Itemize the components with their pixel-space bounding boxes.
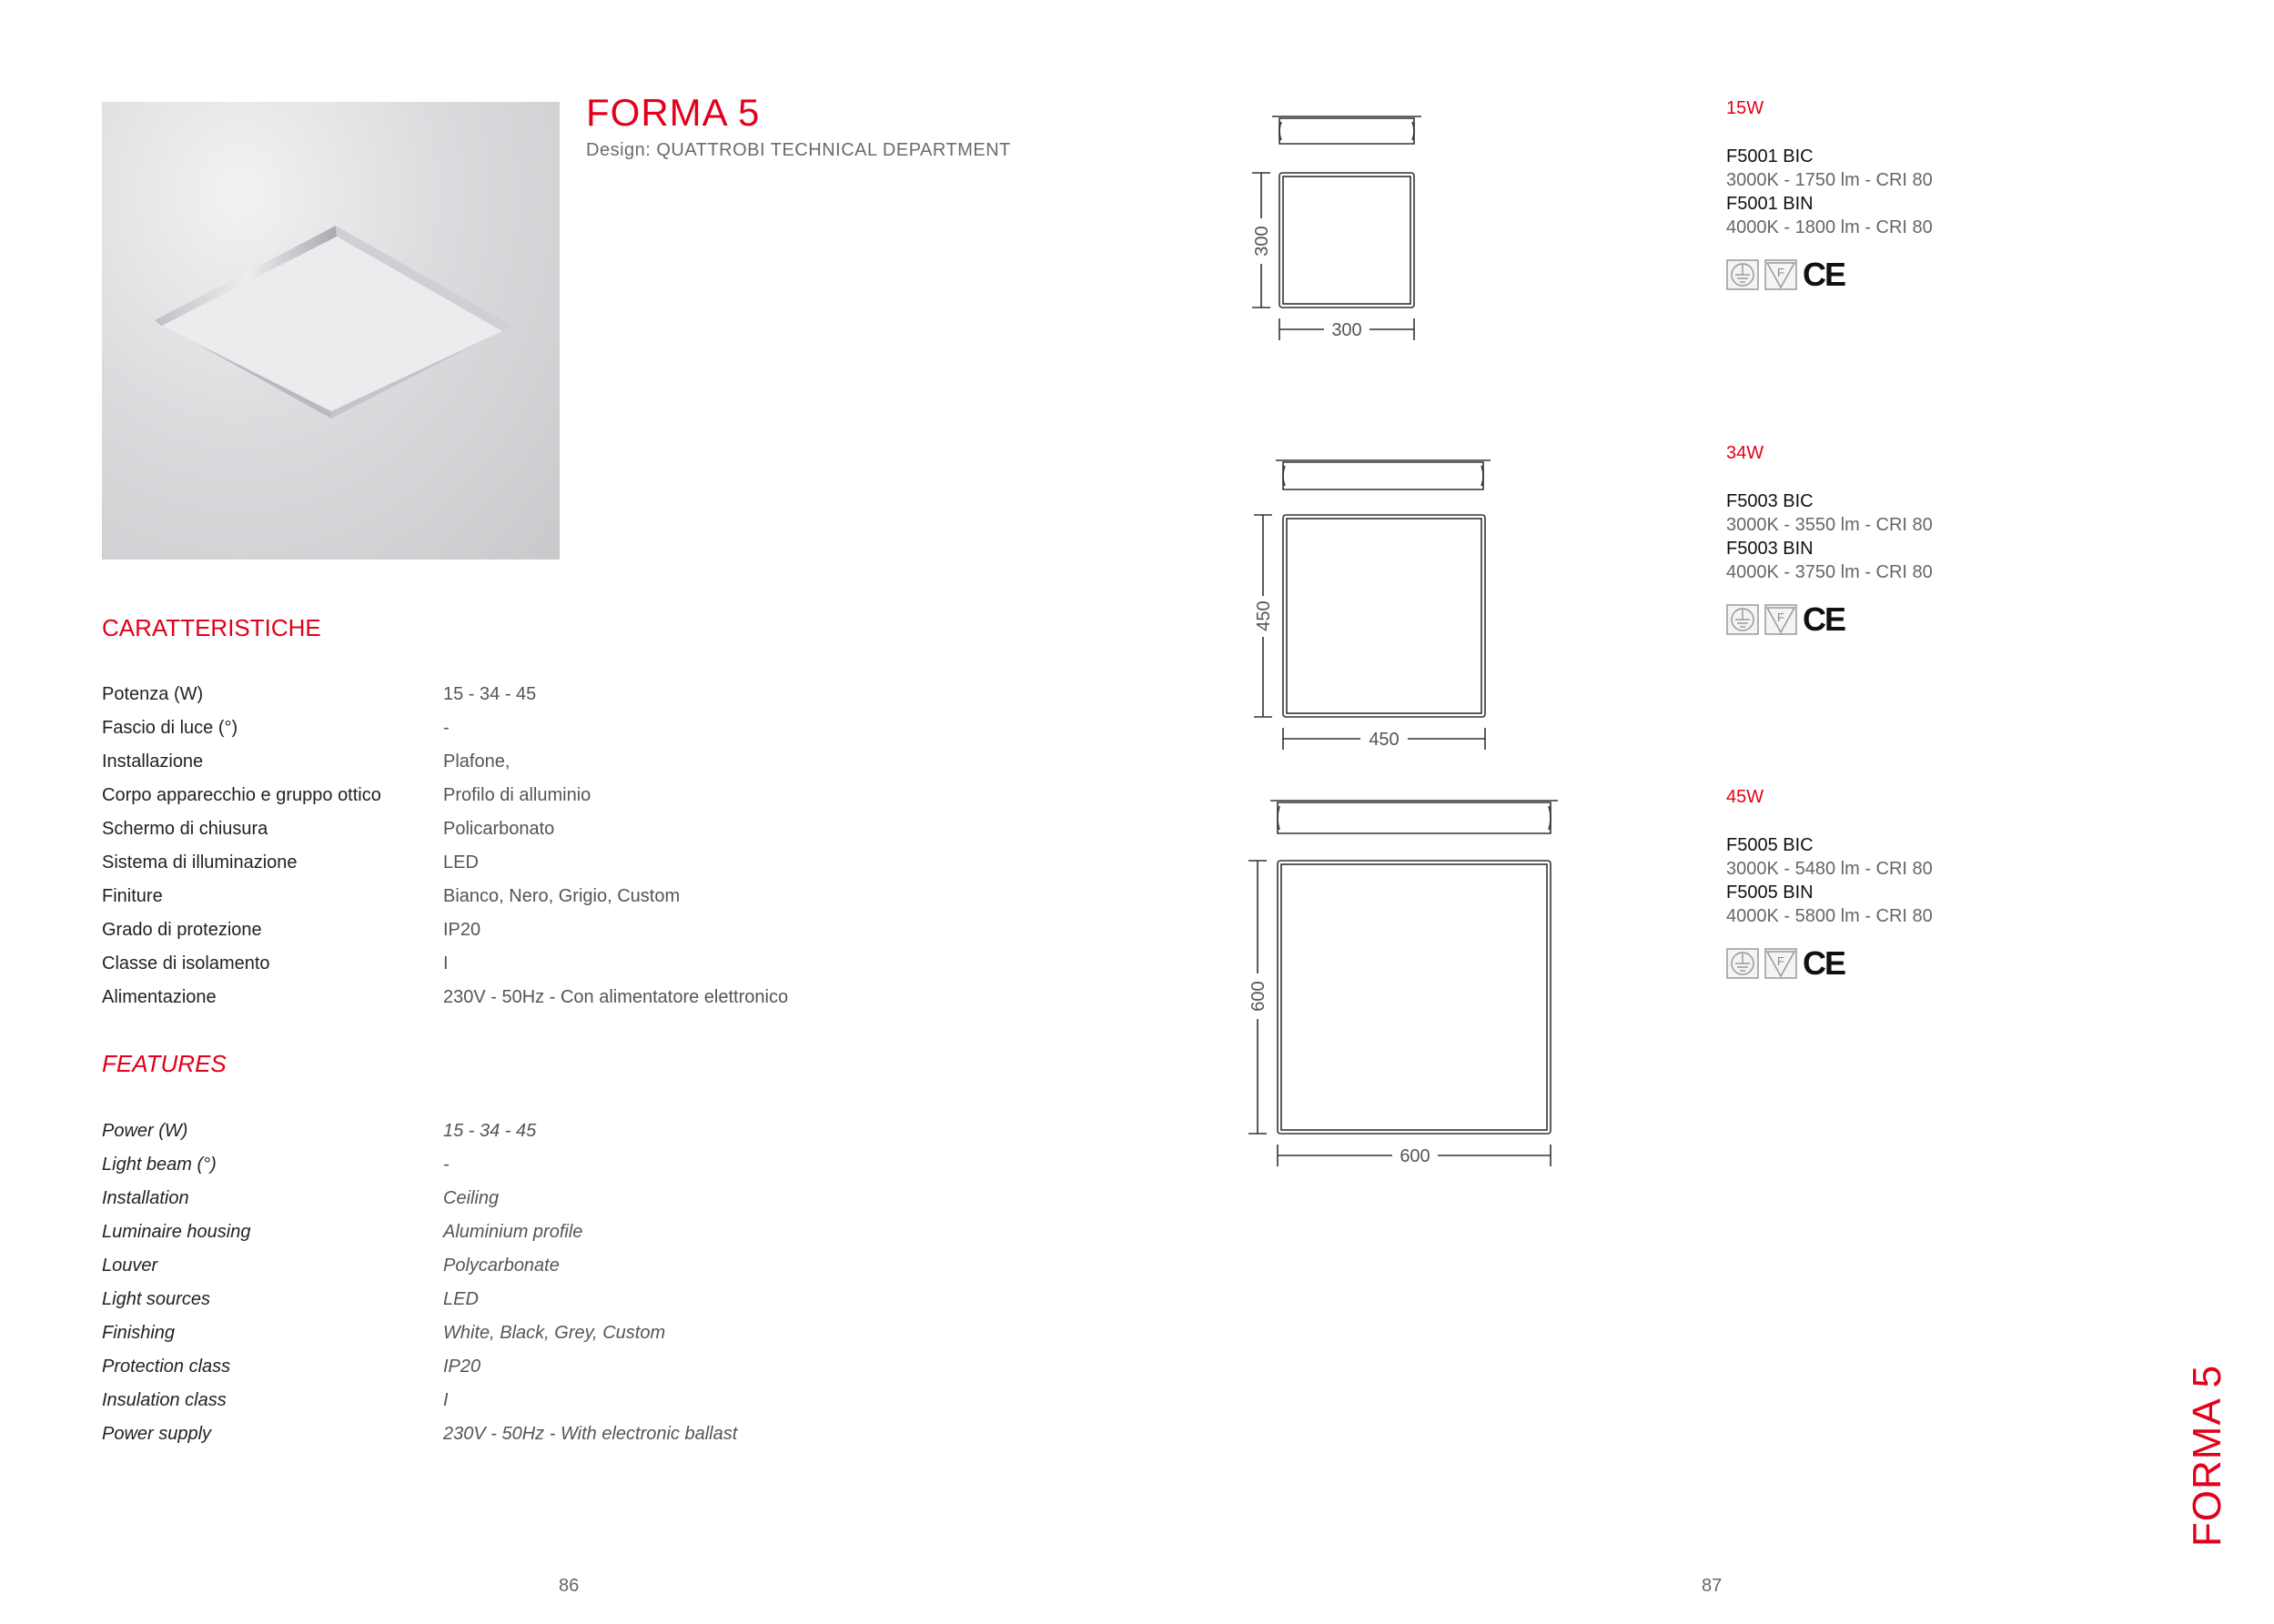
- spec-value: LED: [443, 852, 479, 873]
- variant-code: F5001 BIC: [1726, 146, 1814, 166]
- f-mark-icon: [1764, 948, 1797, 979]
- spec-value: Bianco, Nero, Grigio, Custom: [443, 886, 681, 906]
- spec-value: I: [443, 953, 449, 973]
- spec-value: Plafone,: [443, 751, 510, 772]
- certification-marks: [1726, 256, 1933, 294]
- variant-spec: 3000K - 5480 lm - CRI 80: [1726, 859, 1933, 879]
- variant-15w: [1726, 98, 1933, 294]
- spec-value: IP20: [443, 920, 481, 940]
- page-number-left: 86: [559, 1576, 580, 1596]
- spec-value: 15 - 34 - 45: [443, 684, 537, 704]
- variant-code: F5005 BIN: [1726, 883, 1814, 903]
- dim-height-450: 450: [1254, 600, 1274, 631]
- drawing-450-side-view: [1276, 460, 1491, 489]
- f-mark-icon: [1764, 259, 1797, 290]
- side-title-text: FORMA 5: [2185, 1364, 2229, 1548]
- feature-label: Luminaire housing: [102, 1222, 251, 1242]
- variant-code: F5003 BIN: [1726, 539, 1814, 559]
- spec-value: Policarbonato: [443, 819, 555, 839]
- feature-value: I: [443, 1390, 449, 1410]
- spec-label: Sistema di illuminazione: [102, 852, 298, 873]
- feature-value: IP20: [443, 1357, 481, 1377]
- drawing-450-plan-view: [1254, 515, 1485, 750]
- feature-value: 15 - 34 - 45: [443, 1121, 537, 1141]
- feature-value: 230V - 50Hz - With electronic ballast: [443, 1424, 738, 1444]
- variant-spec: 4000K - 3750 lm - CRI 80: [1726, 562, 1933, 582]
- dim-width-450: 450: [1369, 730, 1400, 750]
- spec-label: Schermo di chiusura: [102, 819, 268, 839]
- variant-code: F5003 BIC: [1726, 491, 1814, 511]
- product-photo: [102, 102, 560, 560]
- spec-label: Corpo apparecchio e gruppo ottico: [102, 785, 381, 805]
- feature-value: White, Black, Grey, Custom: [443, 1323, 666, 1343]
- spec-label: Alimentazione: [102, 987, 217, 1007]
- ce-mark-icon: CE: [1803, 944, 1845, 982]
- feature-label: Protection class: [102, 1357, 231, 1377]
- variant-spec: 3000K - 3550 lm - CRI 80: [1726, 515, 1933, 535]
- variant-34w: [1726, 443, 1933, 639]
- features-heading: FEATURES: [102, 1050, 227, 1077]
- spec-label: Classe di isolamento: [102, 953, 270, 973]
- feature-label: Light sources: [102, 1289, 210, 1309]
- dim-height-300: 300: [1252, 226, 1272, 257]
- class-i-earth-icon: [1726, 259, 1759, 290]
- dim-height-600: 600: [1248, 981, 1268, 1012]
- spec-value: Profilo di alluminio: [443, 785, 591, 805]
- feature-label: Installation: [102, 1188, 189, 1208]
- certification-marks: [1726, 600, 1933, 639]
- drawing-300-plan-view: [1252, 173, 1414, 340]
- drawing-300-side-view: [1272, 116, 1421, 144]
- variant-code: F5001 BIN: [1726, 194, 1814, 214]
- feature-value: Aluminium profile: [443, 1222, 583, 1242]
- feature-label: Louver: [102, 1256, 158, 1276]
- spec-label: Fascio di luce (°): [102, 718, 238, 738]
- spec-value: -: [443, 718, 450, 738]
- variant-wattage: 45W: [1726, 787, 1764, 807]
- product-title: FORMA 5: [586, 91, 761, 134]
- feature-value: Ceiling: [443, 1188, 500, 1208]
- variant-spec: 4000K - 1800 lm - CRI 80: [1726, 217, 1933, 237]
- feature-label: Finishing: [102, 1323, 176, 1343]
- variant-45w: [1726, 787, 1933, 983]
- spec-label: Installazione: [102, 751, 204, 772]
- class-i-earth-icon: [1726, 948, 1759, 979]
- variant-wattage: 15W: [1726, 98, 1764, 118]
- variant-spec: 4000K - 5800 lm - CRI 80: [1726, 906, 1933, 926]
- certification-marks: [1726, 944, 1933, 983]
- spec-label: Potenza (W): [102, 684, 204, 704]
- variant-wattage: 34W: [1726, 443, 1764, 463]
- class-i-earth-icon: [1726, 604, 1759, 635]
- f-mark-letter: F: [1777, 954, 1784, 968]
- page-number-right: 87: [1702, 1576, 1723, 1596]
- feature-value: Polycarbonate: [443, 1256, 560, 1276]
- drawing-600-plan-view: [1248, 861, 1551, 1166]
- ce-mark-icon: CE: [1803, 600, 1845, 638]
- side-title: [2185, 1364, 2229, 1548]
- dim-width-600: 600: [1400, 1146, 1430, 1166]
- feature-label: Light beam (°): [102, 1155, 217, 1175]
- feature-value: LED: [443, 1289, 479, 1309]
- feature-label: Power supply: [102, 1424, 212, 1444]
- ce-mark-icon: CE: [1803, 256, 1845, 293]
- dim-width-300: 300: [1331, 320, 1362, 340]
- designer-credit: Design: QUATTROBI TECHNICAL DEPARTMENT: [586, 140, 1011, 160]
- ceiling-lamp-image: [102, 102, 560, 560]
- caratteristiche-heading: CARATTERISTICHE: [102, 614, 321, 641]
- drawing-600-side-view: [1270, 801, 1558, 833]
- technical-drawings: [1219, 100, 1602, 1192]
- spec-label: Finiture: [102, 886, 163, 906]
- feature-label: Insulation class: [102, 1390, 227, 1410]
- feature-value: -: [443, 1155, 450, 1175]
- f-mark-letter: F: [1777, 266, 1784, 279]
- variant-spec: 3000K - 1750 lm - CRI 80: [1726, 170, 1933, 190]
- variant-code: F5005 BIC: [1726, 835, 1814, 855]
- spec-value: 230V - 50Hz - Con alimentatore elettronico: [443, 987, 789, 1007]
- feature-label: Power (W): [102, 1121, 188, 1141]
- f-mark-letter: F: [1777, 610, 1784, 624]
- f-mark-icon: [1764, 604, 1797, 635]
- spec-label: Grado di protezione: [102, 920, 262, 940]
